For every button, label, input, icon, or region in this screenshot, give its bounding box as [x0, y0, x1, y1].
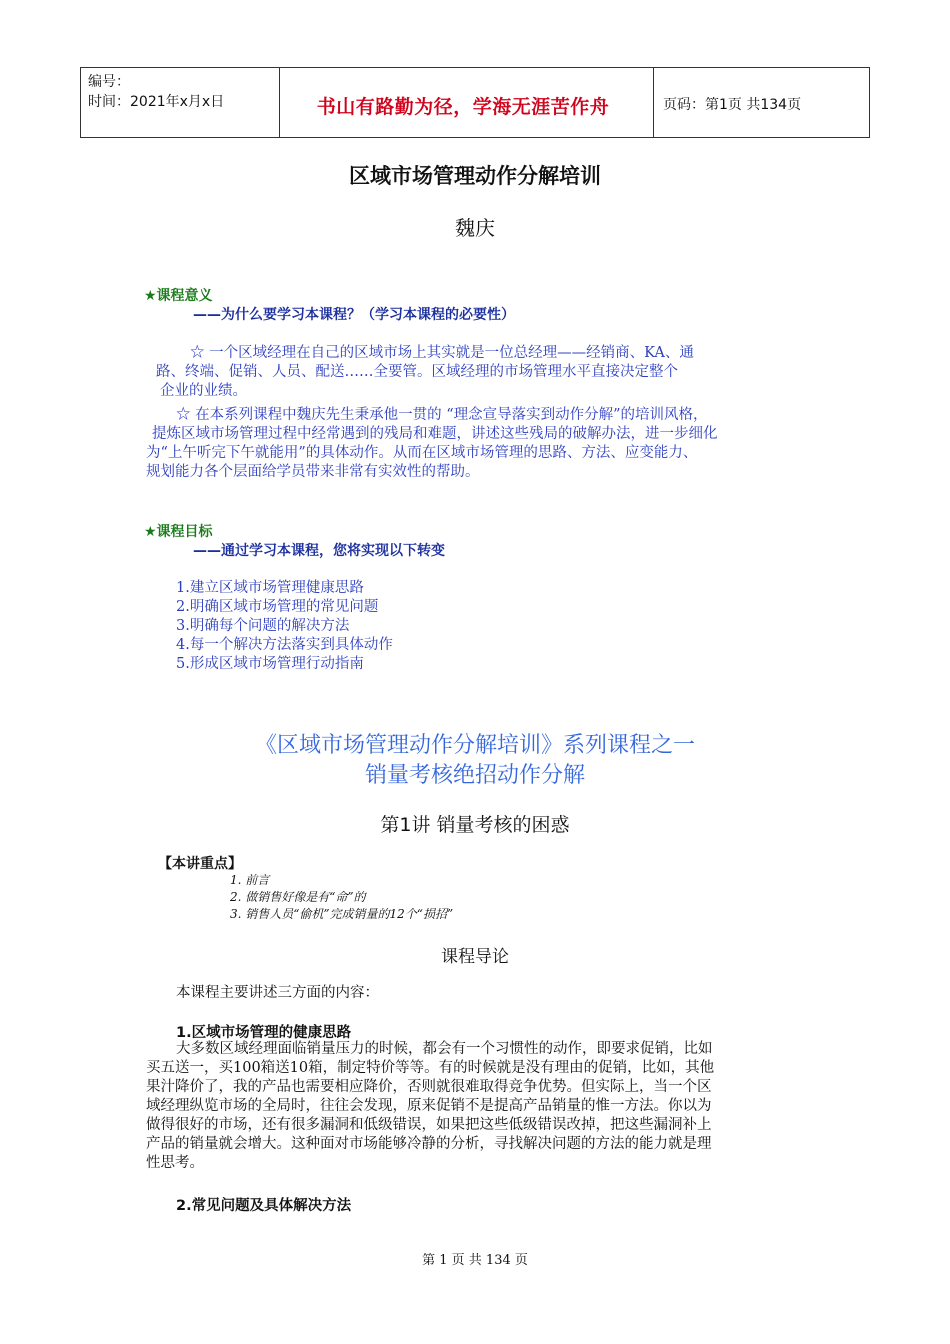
- para2-line: 为“上午听完下午就能用”的具体动作。从而在区域市场管理的思路、方法、应变能力、: [146, 445, 698, 461]
- section1-line: 性思考。: [146, 1155, 204, 1171]
- para2-line: ☆ 在本系列课程中魏庆先生秉承他一贯的 “理念宣导落实到动作分解”的培训风格，: [176, 407, 708, 423]
- para1-line: 企业的业绩。: [160, 383, 247, 399]
- para1-line: 路、终端、促销、人员、配送……全要管。区域经理的市场管理水平直接决定整个: [156, 364, 678, 380]
- goal-item: 4.每一个解决方法落实到具体动作: [176, 637, 393, 653]
- time-label: 时间：2021年x月x日: [88, 94, 225, 110]
- section1-line: 域经理纵览市场的全局时，往往会发现，原来促销不是提高产品销量的惟一方法。你以为: [146, 1098, 712, 1114]
- keypoint-item: 1. 前言: [230, 873, 270, 887]
- significance-heading: ★课程意义: [144, 288, 213, 304]
- goals-heading: ★课程目标: [144, 524, 213, 540]
- header-left-cell: [88, 72, 224, 112]
- keypoints-list: [230, 872, 453, 923]
- para2-line: 规划能力各个层面给学员带来非常有实效性的帮助。: [146, 464, 480, 480]
- header-divider-2: [653, 68, 654, 137]
- intro-heading: 课程导论: [441, 947, 509, 967]
- page-footer: 第 1 页 共 134 页: [422, 1253, 528, 1268]
- author: 魏庆: [455, 216, 495, 240]
- para2-line: 提炼区域市场管理过程中经常遇到的残局和难题，讲述这些残局的破解办法，进一步细化: [152, 426, 718, 442]
- keypoints-heading: 【本讲重点】: [158, 856, 242, 872]
- section1-line: 产品的销量就会增大。这种面对市场能够冷静的分析，寻找解决问题的方法的能力就是理: [146, 1136, 712, 1152]
- keypoint-item: 2. 做销售好像是有“命”的: [230, 890, 366, 904]
- section1-line: 做得很好的市场，还有很多漏洞和低级错误，如果把这些低级错误改掉，把这些漏洞补上: [146, 1117, 712, 1133]
- goal-item: 3.明确每个问题的解决方法: [176, 618, 350, 634]
- header-divider-1: [279, 68, 280, 137]
- motto: 书山有路勤为径，学海无涯苦作舟: [316, 96, 610, 118]
- lecture-title: 第1讲 销量考核的困惑: [380, 814, 570, 836]
- series-subtitle: 销量考核绝招动作分解: [364, 763, 585, 788]
- document-title: 区域市场管理动作分解培训: [349, 164, 601, 188]
- section1-title: 1.区域市场管理的健康思路: [176, 1025, 352, 1041]
- header-border-right: [869, 68, 870, 137]
- header-border-left: [80, 68, 81, 137]
- section2-title: 2.常见问题及具体解决方法: [176, 1198, 352, 1214]
- goals-subheading: ——通过学习本课程，您将实现以下转变: [193, 543, 445, 559]
- significance-paragraph-1: [148, 344, 694, 401]
- keypoint-item: 3. 销售人员“偷机”完成销量的12个“损招”: [230, 907, 454, 921]
- section1-body: [146, 1040, 714, 1173]
- section1-line: 大多数区域经理面临销量压力的时候，都会有一个习惯性的动作，即要求促销，比如: [176, 1041, 713, 1057]
- number-label: 编号：: [88, 74, 130, 90]
- significance-paragraph-2: [146, 406, 718, 482]
- goal-item: 1.建立区域市场管理健康思路: [176, 580, 364, 596]
- section1-line: 果汁降价了，我的产品也需要相应降价，否则就很难取得竞争优势。但实际上，当一个区: [146, 1079, 712, 1095]
- page-info: 页码：第1页 共134页: [663, 97, 802, 113]
- header-table: [80, 67, 870, 138]
- section1-line: 买五送一，买100箱送10箱，制定特价等等。有的时候就是没有理由的促销，比如，其他: [146, 1060, 715, 1076]
- significance-subheading: ——为什么要学习本课程？（学习本课程的必要性）: [193, 307, 515, 323]
- series-title: 《区域市场管理动作分解培训》系列课程之一: [254, 733, 695, 758]
- intro-opening: 本课程主要讲述三方面的内容：: [176, 985, 379, 1001]
- goal-item: 5.形成区域市场管理行动指南: [176, 656, 364, 672]
- goal-item: 2.明确区域市场管理的常见问题: [176, 599, 379, 615]
- para1-line: ☆ 一个区域经理在自己的区域市场上其实就是一位总经理——经销商、KA、通: [190, 345, 694, 361]
- goals-list: [176, 579, 393, 674]
